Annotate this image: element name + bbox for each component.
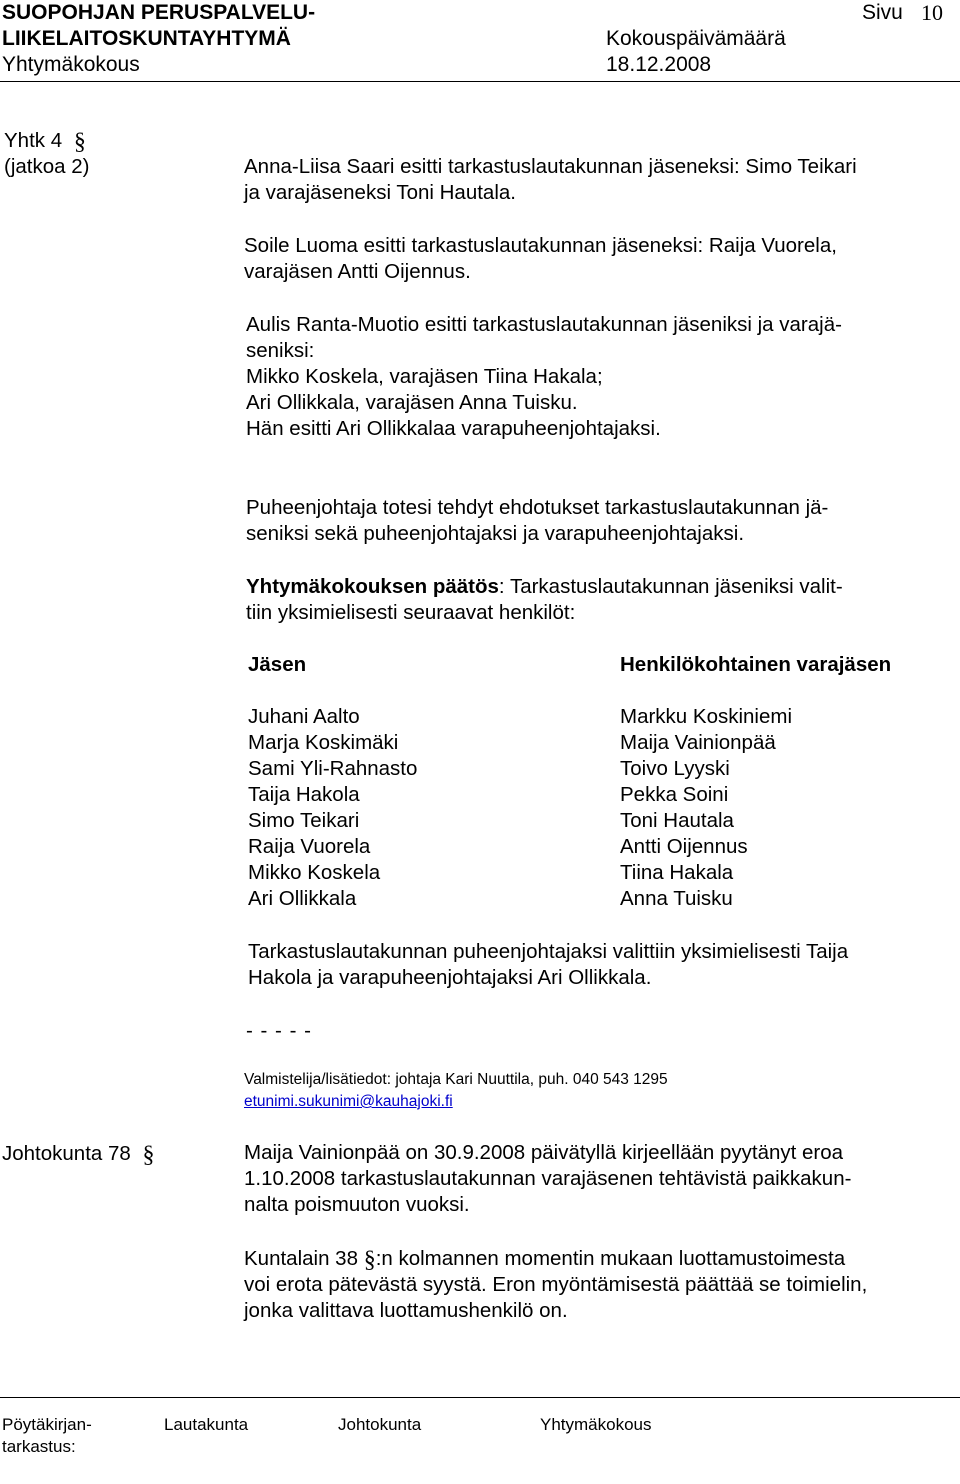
section-sign: § <box>73 129 86 155</box>
meeting-date: 18.12.2008 <box>606 53 712 76</box>
table-cell: Antti Oijennus <box>620 835 748 858</box>
table-cell: Marja Koskimäki <box>248 731 399 754</box>
decision-paragraph <box>246 574 843 626</box>
text-line: voi erota pätevästä syystä. Eron myöntämisestä päättää se toimielin, <box>244 1273 868 1296</box>
date-label: Kokouspäivämäärä <box>606 27 786 50</box>
member-column <box>248 704 417 912</box>
meeting-body: Yhtymäkokous <box>2 53 140 76</box>
text-line: seniksi: <box>246 339 315 362</box>
section-ref <box>2 1140 155 1167</box>
table-cell: Ari Ollikkala <box>248 887 357 910</box>
footer-directorate: Johtokunta <box>338 1415 422 1434</box>
text-fragment: Kuntalain 38 <box>244 1247 358 1270</box>
table-cell: Tiina Hakala <box>620 861 734 884</box>
footer-board: Lautakunta <box>164 1415 249 1434</box>
section-ref-label: Johtokunta 78 <box>2 1142 131 1165</box>
text-line <box>244 1245 867 1272</box>
table-cell: Markku Koskiniemi <box>620 705 793 728</box>
decision-text: : Tarkastuslautakunnan jäseniksi valit- <box>498 575 843 598</box>
text-line: seniksi sekä puheenjohtajaksi ja varapuheenjohtajaksi. <box>246 522 745 545</box>
text-line: varajäsen Antti Oijennus. <box>244 260 471 283</box>
table-header-member: Jäsen <box>248 653 307 676</box>
text-line: tiin yksimielisesti seuraavat henkilöt: <box>246 601 576 624</box>
decision-label: Yhtymäkokouksen päätös <box>246 575 499 598</box>
text-line: nalta poismuuton vuoksi. <box>244 1193 470 1216</box>
text-fragment: :n kolmannen momentin mukaan luottamustoimesta <box>375 1247 846 1270</box>
table-cell: Juhani Aalto <box>248 705 360 728</box>
paragraph-3 <box>246 312 842 442</box>
page-number: 10 <box>921 0 943 25</box>
table-cell: Mikko Koskela <box>248 861 381 884</box>
paragraph-2 <box>244 233 837 285</box>
text-line: Mikko Koskela, varajäsen Tiina Hakala; <box>246 365 603 388</box>
contact-info: Valmistelija/lisätiedot: johtaja Kari Nuuttila, puh. 040 543 1295 <box>244 1071 668 1088</box>
separator: - - - - - <box>246 1019 312 1042</box>
table-cell: Raija Vuorela <box>248 835 371 858</box>
footer-label-line1: Pöytäkirjan- <box>2 1415 92 1434</box>
text-line: Puheenjohtaja totesi tehdyt ehdotukset tarkastuslautakunnan jä- <box>246 496 829 519</box>
text-line: Tarkastuslautakunnan puheenjohtajaksi valittiin yksimielisesti Taija <box>248 940 849 963</box>
footer-label-line2: tarkastus: <box>2 1437 76 1456</box>
header-rule <box>0 81 960 82</box>
text-line: Anna-Liisa Saari esitti tarkastuslautakunnan jäseneksi: Simo Teikari <box>244 155 857 178</box>
closing-paragraph <box>248 939 848 991</box>
section-ref-sub: (jatkoa 2) <box>4 155 90 178</box>
paragraph-4 <box>246 495 828 547</box>
table-cell: Toivo Lyyski <box>620 757 730 780</box>
table-cell: Taija Hakola <box>248 783 360 806</box>
org-name-line1: SUOPOHJAN PERUSPALVELU- <box>2 1 316 24</box>
table-cell: Toni Hautala <box>620 809 734 832</box>
section-sign: § <box>363 1247 376 1273</box>
deputy-column <box>620 704 792 912</box>
section-sign: § <box>142 1142 155 1168</box>
text-line: Hän esitti Ari Ollikkalaa varapuheenjohtajaksi. <box>246 417 661 440</box>
text-line: Hakola ja varapuheenjohtajaksi Ari Ollikkala. <box>248 966 652 989</box>
decision-line <box>246 574 843 600</box>
text-line: 1.10.2008 tarkastuslautakunnan varajäsenen tehtävistä paikkakun- <box>244 1167 852 1190</box>
text-line: jonka valittava luottamushenkilö on. <box>244 1299 568 1322</box>
email-link[interactable]: etunimi.sukunimi@kauhajoki.fi <box>244 1093 453 1110</box>
table-cell: Simo Teikari <box>248 809 360 832</box>
table-cell: Anna Tuisku <box>620 887 733 910</box>
paragraph-1 <box>244 1140 851 1218</box>
table-cell: Pekka Soini <box>620 783 729 806</box>
footer-assembly: Yhtymäkokous <box>540 1415 652 1434</box>
text-line: Maija Vainionpää on 30.9.2008 päivätyllä kirjeellään pyytänyt eroa <box>244 1141 844 1164</box>
text-line: ja varajäseneksi Toni Hautala. <box>244 181 516 204</box>
table-cell: Maija Vainionpää <box>620 731 776 754</box>
table-cell: Sami Yli-Rahnasto <box>248 757 418 780</box>
footer-rule <box>0 1397 960 1398</box>
table-header-deputy: Henkilökohtainen varajäsen <box>620 653 892 676</box>
section-ref <box>4 127 86 154</box>
paragraph-1 <box>244 154 857 206</box>
paragraph-2 <box>244 1245 867 1324</box>
org-name-line2: LIIKELAITOSKUNTAYHTYMÄ <box>2 27 291 50</box>
section-ref-label: Yhtk 4 <box>4 129 63 152</box>
text-line: Ari Ollikkala, varajäsen Anna Tuisku. <box>246 391 578 414</box>
text-line: Aulis Ranta-Muotio esitti tarkastuslautakunnan jäseniksi ja varajä- <box>246 313 842 336</box>
page-label: Sivu <box>862 1 903 24</box>
text-line: Soile Luoma esitti tarkastuslautakunnan jäseneksi: Raija Vuorela, <box>244 234 837 257</box>
